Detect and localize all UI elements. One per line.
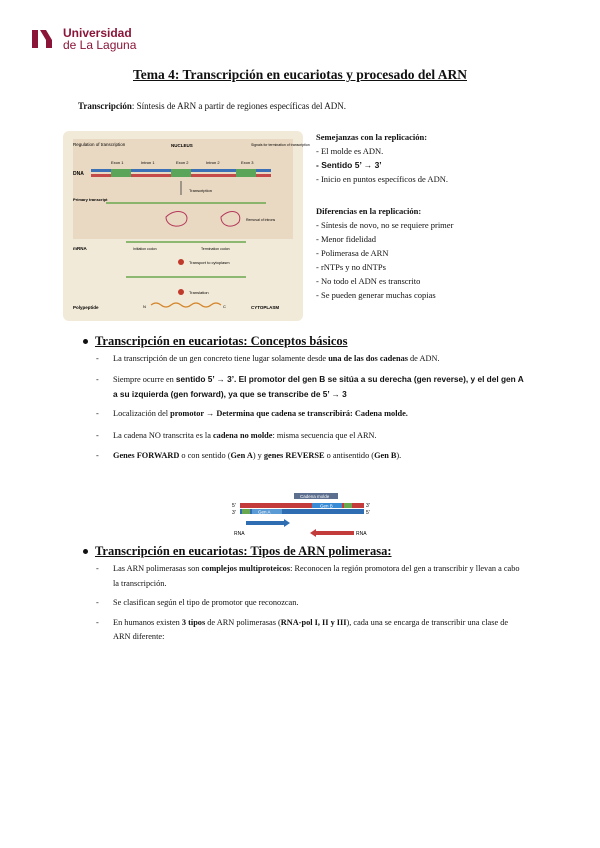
section2-list: [96, 562, 524, 650]
item-text: : Reconocen la región promotora del gen a transcribir y llevan a cabo la transcripción.: [113, 564, 520, 588]
rna-left-label: RNA: [234, 531, 245, 537]
list-item: - rNTPs y no dNTPs: [316, 260, 453, 274]
rna-a-arrow: [284, 519, 290, 527]
bullet-icon: [83, 339, 88, 344]
item-text: : misma secuencia que el ARN.: [272, 431, 377, 440]
exon2-label: Exon 2: [176, 160, 189, 165]
list-item: [96, 429, 524, 444]
signals-label: Signals for termination of transcription: [251, 143, 310, 147]
section1-list: [96, 352, 524, 468]
item-text: Se clasifican según el tipo de promotor que reconozcan.: [113, 598, 299, 607]
nucleus-label: NUCLEUS: [171, 143, 193, 148]
item-bold: cadena no molde: [212, 431, 273, 440]
primary-transcript-label: Primary transcript: [73, 197, 108, 202]
similarities-list: [316, 144, 448, 186]
list-item: - Sentido 5’ → 3’: [316, 158, 448, 172]
item-text: ) y: [252, 450, 264, 460]
c-terminus-label: C: [223, 304, 226, 309]
item-bold: RNA-pol I, II y III: [280, 617, 347, 627]
gene-expression-diagram: [71, 137, 310, 315]
translation-marker: [178, 289, 184, 295]
exon2-box: [171, 169, 191, 177]
gene-orientation-figure: [232, 493, 372, 541]
nucleus-region: [73, 139, 293, 239]
rna-b-arrow: [310, 529, 316, 537]
gene-expression-figure: [63, 131, 310, 321]
polypeptide-chain: [151, 303, 221, 307]
item-bold: una de las dos cadenas: [328, 354, 408, 363]
section2-heading-text: Transcripción en eucariotas: Tipos de ARN polimerasa:: [95, 544, 392, 558]
item-text: o antisentido (: [324, 450, 375, 460]
mrna-label: mRNA: [73, 246, 87, 251]
n-terminus-label: N: [143, 304, 146, 309]
section1-heading: [95, 334, 348, 349]
university-name: [63, 27, 136, 51]
three-prime-left: 3': [232, 510, 236, 516]
list-item: [96, 352, 524, 367]
gen-b-label: Gen B: [320, 503, 333, 509]
intron1-label: Intron 1: [141, 160, 155, 165]
item-text: Las ARN polimerasas son: [113, 564, 202, 573]
item-bold: Genes FORWARD: [113, 450, 180, 460]
list-item: - Síntesis de novo, no se requiere primer: [316, 218, 453, 232]
transcription-label: Transcription: [189, 188, 212, 193]
item-bold: sentido 5’ → 3’. El promotor del gen B se sitúa a su derecha (gen reverse), y el del gen A a su izquierda (gen forward), ya que se transcribe de 5’ → 3: [113, 373, 524, 399]
translation-label: Translation: [189, 290, 209, 295]
three-prime-right: 3': [366, 503, 370, 509]
list-item: - Menor fidelidad: [316, 232, 453, 246]
item-text: ), cada una se encarga de transcribir una clase de ARN diferente:: [113, 617, 509, 641]
removal-label: Removal of introns: [246, 218, 276, 222]
exon1-label: Exon 1: [111, 160, 124, 165]
item-bold: 3 tipos: [181, 617, 206, 627]
list-item: [96, 407, 524, 422]
item-bold: complejos multiproteicos: [201, 564, 291, 573]
list-item: - El molde es ADN.: [316, 144, 448, 158]
item-text: Siempre ocurre en: [113, 374, 176, 384]
item-text: La transcripción de un gen concreto tiene lugar solamente desde: [113, 354, 329, 363]
similarities-block: [316, 130, 448, 186]
intro-term: Transcripción: [78, 101, 132, 111]
intro-paragraph: [78, 101, 346, 111]
polypeptide-label: Polypeptide: [73, 305, 99, 310]
exon1-box: [111, 169, 131, 177]
bullet-icon: [83, 549, 88, 554]
rna-a-bar: [246, 521, 284, 525]
five-prime-left: 5': [232, 503, 236, 509]
intron2-label: Intron 2: [206, 160, 220, 165]
logo-line2: de La Laguna: [63, 38, 137, 52]
promoter-b: [344, 503, 352, 508]
transport-marker: [178, 259, 184, 265]
exon3-label: Exon 3: [241, 160, 254, 165]
similarities-heading: Semejanzas con la replicación:: [316, 132, 428, 142]
page-title: Tema 4: Transcripción en eucariotas y procesado del ARN: [133, 67, 467, 82]
item-text: En humanos existen: [113, 617, 182, 627]
list-item: [96, 562, 524, 591]
university-logo-icon: [30, 28, 58, 50]
five-prime-right: 5': [366, 510, 370, 516]
list-item: [96, 596, 524, 611]
dna-label: DNA: [73, 171, 84, 177]
rna-right-label: RNA: [356, 531, 367, 537]
list-item: [96, 616, 524, 645]
list-item: - Inicio en puntos específicos de ADN.: [316, 172, 448, 186]
list-item: - Polimerasa de ARN: [316, 246, 453, 260]
promoter-a: [242, 509, 250, 514]
list-item: - Se pueden generar muchas copias: [316, 288, 453, 302]
term-codon-label: Termination codon: [201, 247, 230, 251]
regulation-label: Regulation of transcription: [73, 142, 126, 147]
exon3-box: [236, 169, 256, 177]
cadena-molde-label: Cadena molde: [300, 494, 330, 499]
init-codon-label: Initiation codon: [133, 247, 157, 251]
item-text: de ADN.: [407, 354, 440, 363]
item-text: La cadena NO transcrita es la: [113, 431, 213, 440]
intro-text: : Síntesis de ARN a partir de regiones específicas del ADN.: [131, 101, 347, 111]
item-bold: Gen A: [230, 450, 253, 460]
list-item: [96, 372, 524, 402]
rna-b-bar: [316, 531, 354, 535]
differences-list: [316, 218, 453, 302]
item-bold: genes REVERSE: [263, 450, 325, 460]
item-bold: Gen B: [374, 450, 397, 460]
differences-block: [316, 204, 453, 302]
list-item: - No todo el ADN es transcrito: [316, 274, 453, 288]
section2-heading: [95, 544, 392, 559]
item-text: o con sentido (: [179, 450, 231, 460]
section1-heading-text: Transcripción en eucariotas: Conceptos básicos: [95, 334, 348, 348]
gen-a-label: Gen A: [258, 509, 271, 515]
item-text: Localización del: [113, 408, 171, 418]
item-text: ).: [396, 450, 402, 460]
item-text: de ARN polimerasas (: [205, 617, 281, 627]
item-bold: promotor → Determina que cadena se transcribirá: Cadena molde.: [170, 408, 408, 418]
cytoplasm-label: CYTOPLASM: [251, 305, 280, 310]
differences-heading: Diferencias en la replicación:: [316, 206, 422, 216]
logo-line1: Universidad: [63, 26, 132, 40]
transport-label: Transport to cytoplasm: [189, 260, 230, 265]
list-item: [96, 449, 524, 464]
